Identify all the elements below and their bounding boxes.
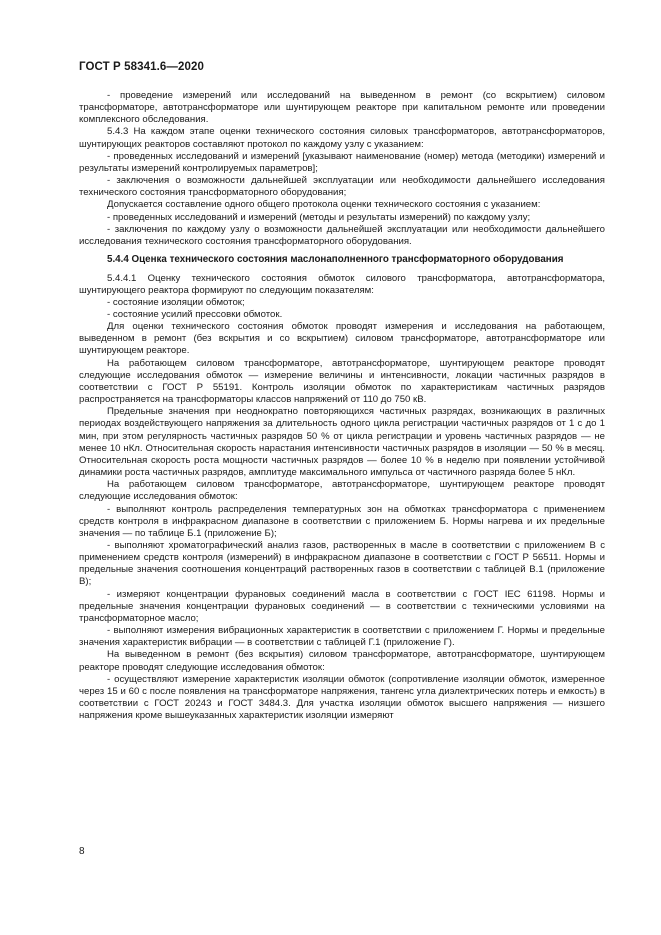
- paragraph: На выведенном в ремонт (без вскрытия) силовом трансформаторе, автотрансформаторе, шунтирующем реакторе проводят следующие исследования обмоток:: [79, 649, 605, 673]
- paragraph: - заключения по каждому узлу о возможности дальнейшей эксплуатации или необходимости дальнейшего исследования технического состояния трансформаторного оборудования.: [79, 223, 605, 247]
- document-body: [79, 90, 605, 722]
- document-header: ГОСТ Р 58341.6—2020: [79, 61, 204, 73]
- paragraph: Для оценки технического состояния обмоток проводят измерения и исследования на работающем, выведенном в ремонт (без вскрытия и со вскрытием) силовом трансформаторе, автотрансформаторе или шунтирующем реакторе.: [79, 321, 605, 357]
- paragraph: Допускается составление одного общего протокола оценки технического состояния с указанием:: [107, 199, 541, 211]
- paragraph: 5.4.4.1 Оценку технического состояния обмоток силового трансформатора, автотрансформатора, шунтирующего реактора формируют по следующим показателям:: [79, 272, 605, 296]
- page-number: 8: [79, 846, 85, 857]
- paragraph: - проведенных исследований и измерений (методы и результаты измерений) по каждому узлу;: [107, 211, 531, 223]
- paragraph: - состояние усилий прессовки обмоток.: [107, 309, 283, 320]
- section-heading: 5.4.4 Оценка технического состояния маслонаполненного трансформаторного оборудования: [107, 254, 564, 266]
- paragraph: 5.4.3 На каждом этапе оценки технического состояния силовых трансформаторов, автотрансформаторов, шунтирующих реакторов составляют протокол по каждому узлу с указанием:: [79, 126, 605, 150]
- paragraph: - проведенных исследований и измерений [указывают наименование (номер) метода (методики) измерений и результаты измерений контролируемых параметров];: [79, 150, 605, 174]
- paragraph: - заключения о возможности дальнейшей эксплуатации или необходимости дальнейшего исследования технического состояния трансформаторного оборудования;: [79, 175, 605, 199]
- paragraph: Предельные значения при неоднократно повторяющихся частичных разрядах, возникающих в различных периодах воздействующего напряжения за длительность одного цикла регистрации частичных разрядов от 1 с до 1 мин, при этом регулярность частичных разрядов 50 % от цикла регистрации и уровень частичных разрядов — не менее 10 нКл. Относительная скорость нарастания интенсивности частичных разрядов в изоляции — 50 % в месяц. Относительная скорость роста мощности частичных разрядов — более 10 % в неделю при появлении устойчивой динамики роста частичных разрядов, амплитуде максимального импульса от частичного разряда более 5 нКл.: [79, 406, 605, 479]
- paragraph: - проведение измерений или исследований на выведенном в ремонт (со вскрытием) силовом трансформаторе, автотрансформаторе или шунтирующем реакторе при капитальном ремонте или проведении комплексного обследования.: [79, 90, 605, 126]
- paragraph: - состояние изоляции обмоток;: [107, 296, 245, 308]
- paragraph: - выполняют контроль распределения температурных зон на обмотках трансформатора с применением средств контроля в инфракрасном диапазоне в соответствии с приложением Б. Нормы нагрева и их предельные значения — по таблице Б.1 (приложение Б);: [79, 503, 605, 539]
- paragraph: На работающем силовом трансформаторе, автотрансформаторе, шунтирующем реакторе проводят следующие исследования обмоток — измерение величины и интенсивности, локации частичных разрядов в соответствии с ГОСТ Р 55191. Контроль изоляции обмоток по характеристикам частичных разрядов распространяется на трансформаторы классов напряжений от 110 до 750 кВ.: [79, 357, 605, 406]
- paragraph: - измеряют концентрации фурановых соединений масла в соответствии с ГОСТ IEC 61198. Нормы и предельные значения концентрации фурановых соединений — в соответствии с техническими условиями на трансформаторное масло;: [79, 588, 605, 624]
- paragraph: На работающем силовом трансформаторе, автотрансформаторе, шунтирующем реакторе проводят следующие исследования обмоток:: [79, 479, 605, 503]
- paragraph: - осуществляют измерение характеристик изоляции обмоток (сопротивление изоляции обмоток, измеренное через 15 и 60 с после появления на трансформаторе напряжения, тангенс угла диэлектрических потерь и емкость) в соответствии с ГОСТ 20243 и ГОСТ 3484.3. Для участка изоляции обмоток высшего напряжения — низшего напряжения кроме вышеуказанных характеристик изоляции измеряют: [79, 673, 605, 722]
- paragraph: - выполняют хроматографический анализ газов, растворенных в масле в соответствии с приложением В с применением средств контроля (измерений) в инфракрасном диапазоне в соответствии с ГОСТ Р 56511. Нормы и предельные значения соотношения концентраций растворенных газов в соответствии с таблицей В.1 (приложение В);: [79, 539, 605, 588]
- paragraph: - выполняют измерения вибрационных характеристик в соответствии с приложением Г. Нормы и предельные значения характеристик вибрации — в соответствии с таблицей Г.1 (приложение Г).: [79, 625, 605, 649]
